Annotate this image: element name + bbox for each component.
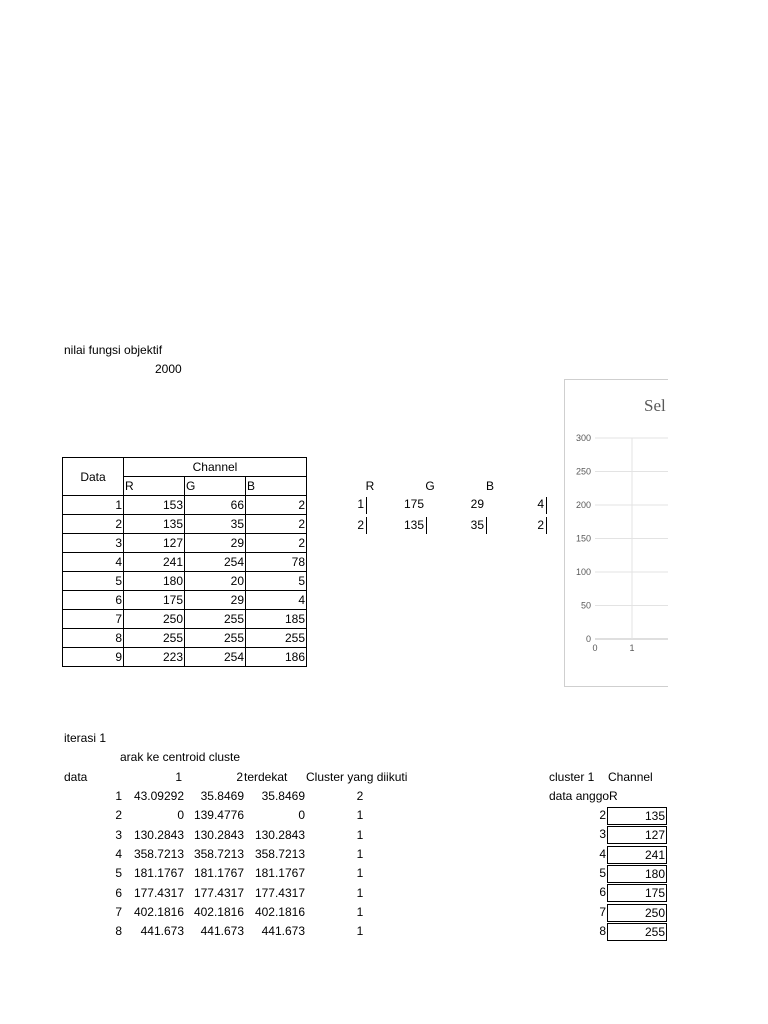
r-value[interactable]: 135 [124, 515, 185, 534]
table-row [63, 610, 307, 629]
centroid-header-g: G [425, 479, 435, 493]
chart-title: Sel [644, 396, 666, 415]
col-header-terdekat: terdekat [244, 770, 288, 784]
b-value[interactable]: 185 [246, 610, 307, 629]
cluster-assigned: 1 [356, 924, 364, 939]
dist-1: 43.09292 [133, 789, 184, 803]
g-value[interactable]: 255 [185, 629, 246, 648]
dist-1: 177.4317 [133, 885, 184, 900]
subheader-g: G [185, 477, 246, 496]
nearest: 0 [298, 808, 305, 823]
b-value[interactable]: 78 [246, 553, 307, 572]
distance-header: arak ke centroid cluste [120, 750, 241, 764]
dist-1: 0 [177, 808, 184, 823]
nearest: 441.673 [261, 924, 305, 939]
r-value[interactable]: 175 [124, 591, 185, 610]
col-header-data: data [64, 770, 88, 784]
y-tick-label: 300 [575, 433, 591, 443]
cell-border [426, 517, 427, 534]
member-r-value[interactable]: 255 [607, 923, 667, 941]
cluster1-channel: Channel [608, 770, 653, 784]
dist-1: 358.7213 [133, 846, 184, 861]
centroid-g: 35 [470, 518, 484, 532]
col-header-cluster: Cluster yang diikuti [306, 770, 408, 784]
b-value[interactable]: 5 [246, 572, 307, 591]
g-value[interactable]: 254 [185, 648, 246, 667]
table-row [63, 515, 307, 534]
x-tick-label: 1 [629, 643, 635, 653]
iter-index: 1 [115, 789, 122, 803]
r-value[interactable]: 223 [124, 648, 185, 667]
centroid-header-r: R [365, 479, 375, 493]
cluster-assigned: 1 [356, 885, 364, 900]
centroid-g: 29 [470, 497, 484, 511]
r-value[interactable]: 180 [124, 572, 185, 591]
b-value[interactable]: 2 [246, 515, 307, 534]
centroid-header-b: B [485, 479, 494, 493]
g-value[interactable]: 29 [185, 534, 246, 553]
y-tick-label: 250 [575, 466, 591, 477]
cluster-assigned: 1 [356, 808, 364, 823]
b-value[interactable]: 186 [246, 648, 307, 667]
member-r-value[interactable]: 241 [607, 846, 667, 864]
cluster-assigned: 1 [356, 827, 364, 842]
nearest: 130.2843 [254, 827, 305, 842]
member-index: 5 [599, 865, 606, 880]
iter-index: 2 [115, 808, 122, 823]
b-value[interactable]: 4 [246, 591, 307, 610]
cluster-assigned: 1 [356, 904, 364, 919]
dist-1: 402.1816 [133, 904, 184, 919]
dist-2: 358.7213 [193, 846, 244, 861]
centroid-r: 175 [403, 497, 424, 511]
cell-border [546, 497, 547, 514]
g-value[interactable]: 66 [185, 496, 246, 515]
b-value[interactable]: 255 [246, 629, 307, 648]
table-row [63, 534, 307, 553]
iter-index: 4 [115, 846, 122, 861]
scatter-chart[interactable] [564, 379, 668, 687]
g-value[interactable]: 20 [185, 572, 246, 591]
r-value[interactable]: 250 [124, 610, 185, 629]
dist-2: 35.8469 [200, 789, 244, 803]
dist-2: 130.2843 [193, 827, 244, 842]
subheader-r: R [124, 477, 185, 496]
dist-1: 441.673 [140, 924, 184, 939]
centroid-index: 1 [357, 497, 364, 511]
centroid-index: 2 [357, 518, 364, 532]
member-r-value[interactable]: 127 [607, 826, 667, 844]
dist-1: 181.1767 [133, 866, 184, 881]
member-r-value[interactable]: 175 [607, 884, 667, 902]
row-index[interactable]: 4 [63, 553, 124, 572]
member-index: 6 [599, 885, 606, 900]
row-index[interactable]: 5 [63, 572, 124, 591]
x-tick-label: 0 [592, 643, 598, 653]
objective-label: nilai fungsi objektif [64, 343, 163, 357]
subheader-b: B [246, 477, 307, 496]
b-value[interactable]: 2 [246, 496, 307, 515]
col-header-1: 1 [175, 770, 182, 784]
col-header-2: 2 [236, 770, 243, 784]
cluster-assigned: 1 [356, 866, 364, 881]
g-value[interactable]: 255 [185, 610, 246, 629]
r-value[interactable]: 255 [124, 629, 185, 648]
objective-value: 2000 [155, 362, 182, 376]
table-row [63, 496, 307, 515]
g-value[interactable]: 29 [185, 591, 246, 610]
r-value[interactable]: 127 [124, 534, 185, 553]
table-row [63, 553, 307, 572]
member-index: 3 [599, 827, 606, 842]
row-index[interactable]: 3 [63, 534, 124, 553]
nearest: 35.8469 [261, 789, 305, 803]
table-row [63, 591, 307, 610]
row-index[interactable]: 6 [63, 591, 124, 610]
centroid-b: 2 [537, 518, 544, 532]
iter-index: 3 [115, 827, 122, 842]
g-value[interactable]: 254 [185, 553, 246, 572]
nearest: 402.1816 [254, 904, 305, 919]
member-index: 4 [599, 846, 606, 861]
cell-border [546, 517, 547, 534]
cell-border [486, 517, 487, 534]
dist-2: 181.1767 [193, 866, 244, 881]
dist-1: 130.2843 [133, 827, 184, 842]
iteration-title: iterasi 1 [64, 731, 107, 745]
row-index[interactable]: 7 [63, 610, 124, 629]
member-index: 7 [599, 904, 606, 919]
row-index[interactable]: 1 [63, 496, 124, 515]
y-tick-label: 150 [575, 533, 591, 544]
g-value[interactable]: 35 [185, 515, 246, 534]
nearest: 181.1767 [254, 866, 305, 881]
chart-plot [565, 380, 668, 686]
member-r-value[interactable]: 180 [607, 865, 667, 883]
iter-index: 5 [115, 866, 122, 881]
iter-index: 7 [115, 904, 122, 919]
dist-2: 402.1816 [193, 904, 244, 919]
row-index[interactable]: 8 [63, 629, 124, 648]
table-row [63, 572, 307, 591]
dist-2: 177.4317 [193, 885, 244, 900]
r-value[interactable]: 153 [124, 496, 185, 515]
cluster1-member-label: data anggo [549, 789, 609, 803]
dist-2: 441.673 [200, 924, 244, 939]
row-index[interactable]: 2 [63, 515, 124, 534]
r-value[interactable]: 241 [124, 553, 185, 572]
centroid-b: 4 [537, 497, 544, 511]
y-tick-label: 200 [575, 500, 591, 510]
member-r-value[interactable]: 250 [607, 904, 667, 922]
data-table [62, 457, 307, 667]
y-tick-label: 100 [575, 567, 591, 577]
member-index: 8 [599, 923, 606, 938]
row-index[interactable]: 9 [63, 648, 124, 667]
cluster1-title: cluster 1 [549, 770, 595, 784]
iter-index: 8 [115, 924, 122, 939]
centroid-r: 135 [403, 518, 424, 532]
cell-border [366, 517, 367, 534]
cluster-assigned: 2 [356, 789, 364, 803]
table-row [63, 648, 307, 667]
cell-border [366, 497, 367, 514]
b-value[interactable]: 2 [246, 534, 307, 553]
member-r-value[interactable]: 135 [607, 807, 667, 825]
y-tick-label: 0 [585, 634, 591, 644]
y-tick-label: 50 [580, 600, 591, 611]
nearest: 358.7213 [254, 846, 305, 861]
table-row [63, 629, 307, 648]
header-data: Data [63, 458, 124, 496]
header-channel: Channel [124, 458, 307, 477]
cluster-assigned: 1 [356, 846, 364, 861]
nearest: 177.4317 [254, 885, 305, 900]
dist-2: 139.4776 [193, 808, 244, 823]
member-index: 2 [599, 808, 606, 822]
cluster1-r-label: R [609, 789, 618, 803]
iter-index: 6 [115, 885, 122, 900]
